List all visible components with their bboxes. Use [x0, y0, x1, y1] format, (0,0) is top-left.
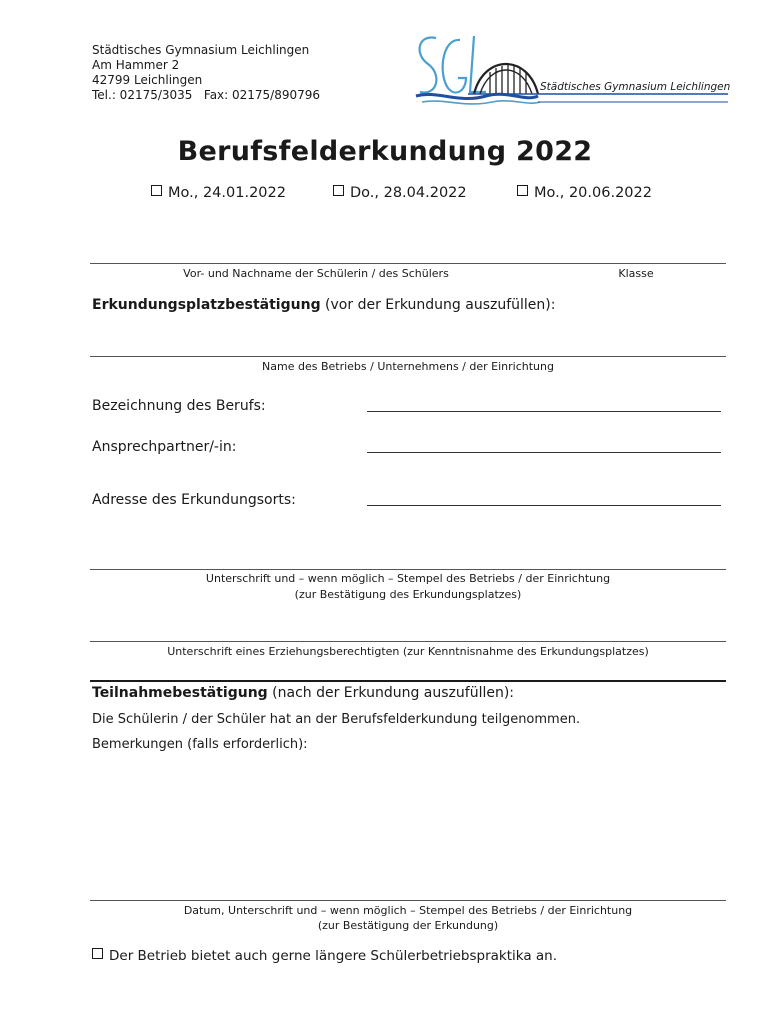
checkbox-icon[interactable]	[333, 185, 344, 196]
parent-signature-caption: Unterschrift eines Erziehungsberechtigten (zur Kenntnisnahme des Erkundungsplatzes)	[167, 645, 649, 658]
contact-person-label: Ansprechpartner/-in:	[92, 439, 237, 455]
school-name: Städtisches Gymnasium Leichlingen	[92, 43, 310, 57]
confirmation-signature-subcaption: (zur Bestätigung der Erkundung)	[317, 919, 499, 932]
school-logo	[408, 30, 733, 112]
checkbox-icon[interactable]	[92, 948, 103, 959]
school-contact	[92, 88, 320, 103]
school-street: Am Hammer 2	[92, 58, 180, 72]
teilnahme-heading: Teilnahmebestätigung (nach der Erkundung auszufüllen):	[92, 685, 515, 701]
class-caption: Klasse	[618, 267, 654, 280]
company-signature-caption: Unterschrift und – wenn möglich – Stempel des Betriebs / der Einrichtung	[205, 572, 611, 585]
participation-statement: Die Schülerin / der Schüler hat an der Berufsfelderkundung teilgenommen.	[92, 712, 581, 727]
student-name-line[interactable]	[90, 263, 726, 264]
school-phone: Tel.: 02175/3035	[92, 88, 193, 102]
date-option-3[interactable]: Mo., 20.06.2022	[517, 185, 652, 201]
checkbox-icon[interactable]	[517, 185, 528, 196]
school-city: 42799 Leichlingen	[92, 73, 203, 87]
logo-text: Städtisches Gymnasium Leichlingen	[540, 81, 731, 93]
school-fax: Fax: 02175/890796	[203, 88, 321, 102]
checkbox-icon[interactable]	[151, 185, 162, 196]
confirmation-signature-caption: Datum, Unterschrift und – wenn möglich – Stempel des Betriebs / der Einrichtung	[183, 904, 633, 917]
remarks-label: Bemerkungen (falls erforderlich):	[92, 737, 308, 752]
location-address-field[interactable]	[367, 493, 721, 506]
page-title: Berufsfelderkundung 2022	[177, 136, 593, 167]
section-divider	[90, 680, 726, 682]
job-title-field[interactable]	[367, 399, 721, 412]
location-address-label: Adresse des Erkundungsorts:	[92, 492, 296, 508]
erkundung-heading: Erkundungsplatzbestätigung (vor der Erkundung auszufüllen):	[92, 297, 556, 313]
remarks-area[interactable]	[90, 757, 726, 895]
date-option-1[interactable]: Mo., 24.01.2022	[151, 185, 286, 201]
company-name-line[interactable]	[90, 356, 726, 357]
job-title-label: Bezeichnung des Berufs:	[92, 398, 266, 414]
student-name-caption: Vor- und Nachname der Schülerin / des Schülers	[183, 267, 449, 280]
company-signature-subcaption: (zur Bestätigung des Erkundungsplatzes)	[294, 588, 522, 601]
company-signature-line[interactable]	[90, 569, 726, 570]
company-name-caption: Name des Betriebs / Unternehmens / der Einrichtung	[262, 360, 554, 373]
parent-signature-line[interactable]	[90, 641, 726, 642]
confirmation-signature-line[interactable]	[90, 900, 726, 901]
contact-person-field[interactable]	[367, 440, 721, 453]
praktikum-option[interactable]: Der Betrieb bietet auch gerne längere Schülerbetriebspraktika an.	[92, 948, 557, 964]
school-address	[92, 43, 320, 103]
date-option-2[interactable]: Do., 28.04.2022	[333, 185, 467, 201]
